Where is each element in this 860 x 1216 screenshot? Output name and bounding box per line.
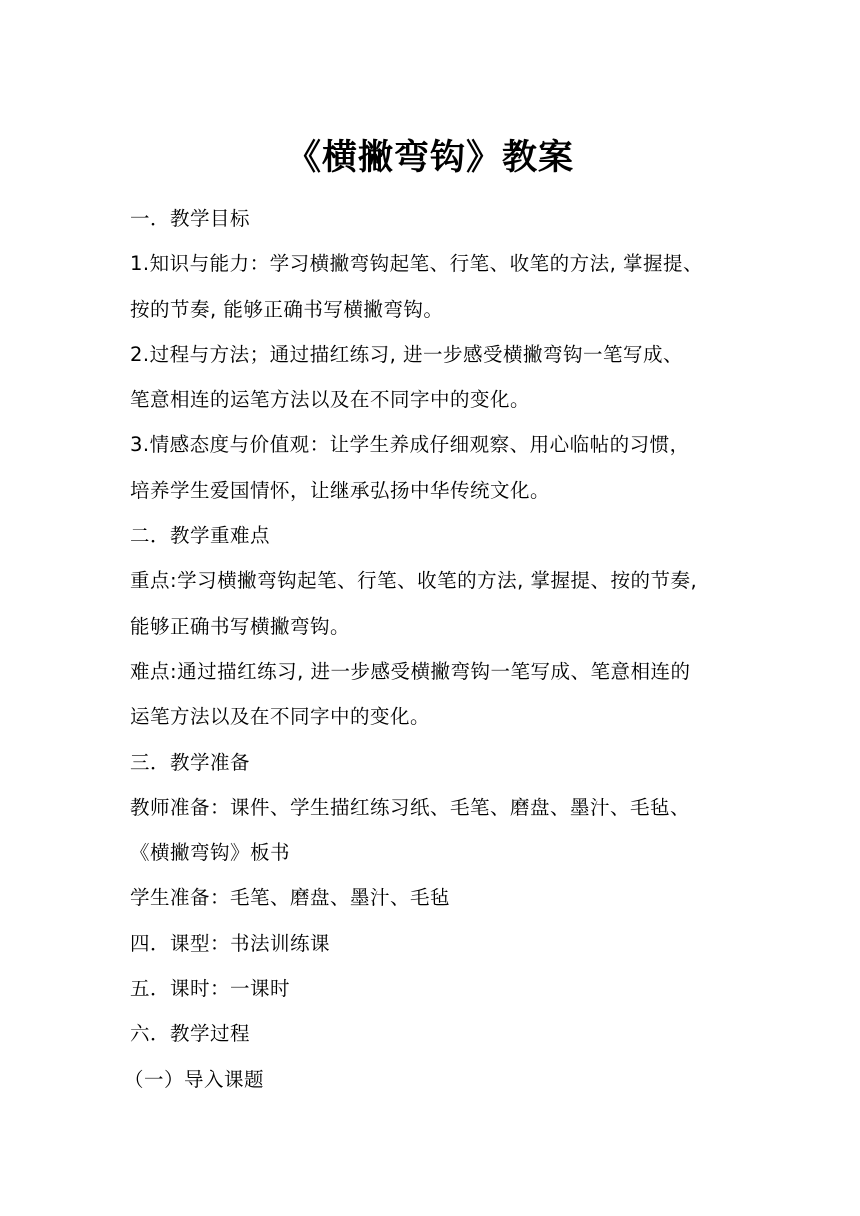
paragraph-line: 1.知识与能力：学习横撇弯钩起笔、行笔、收笔的方法, 掌握提、 — [130, 252, 704, 276]
paragraph-line: 重点:学习横撇弯钩起笔、行笔、收笔的方法, 掌握提、按的节奏, — [130, 569, 698, 593]
section-heading-lesson-hours: 五．课时：一课时 — [130, 977, 291, 1001]
paragraph-line: 难点:通过描红练习, 进一步感受横撇弯钩一笔写成、笔意相连的 — [130, 659, 691, 683]
subsection-heading-introduction: （一）导入课题 — [124, 1067, 265, 1091]
section-heading-key-points: 二．教学重难点 — [130, 524, 271, 548]
paragraph-line: 3.情感态度与价值观：让学生养成仔细观察、用心临帖的习惯， — [130, 433, 690, 457]
section-heading-preparation: 三．教学准备 — [130, 750, 251, 774]
paragraph-line: 运笔方法以及在不同字中的变化。 — [130, 705, 431, 729]
paragraph-line: 2.过程与方法；通过描红练习, 进一步感受横撇弯钩一笔写成、 — [130, 342, 684, 366]
paragraph-line: 按的节奏, 能够正确书写横撇弯钩。 — [130, 297, 444, 321]
document-title: 《横撇弯钩》教案 — [285, 138, 574, 178]
section-heading-lesson-type: 四．课型：书法训练课 — [130, 931, 331, 955]
section-heading-objectives: 一．教学目标 — [130, 207, 251, 230]
paragraph-line: 《横撇弯钩》板书 — [130, 841, 291, 865]
section-heading-teaching-process: 六．教学过程 — [130, 1022, 251, 1046]
document-body — [124, 196, 742, 1102]
paragraph-line: 学生准备：毛笔、磨盘、墨汁、毛毡 — [130, 886, 451, 910]
paragraph-line: 笔意相连的运笔方法以及在不同字中的变化。 — [130, 388, 531, 412]
paragraph-line: 教师准备：课件、学生描红练习纸、毛笔、磨盘、墨汁、毛毡、 — [130, 795, 691, 819]
paragraph-line: 能够正确书写横撇弯钩。 — [130, 614, 351, 638]
paragraph-line: 培养学生爱国情怀，让继承弘扬中华传统文化。 — [130, 478, 551, 502]
